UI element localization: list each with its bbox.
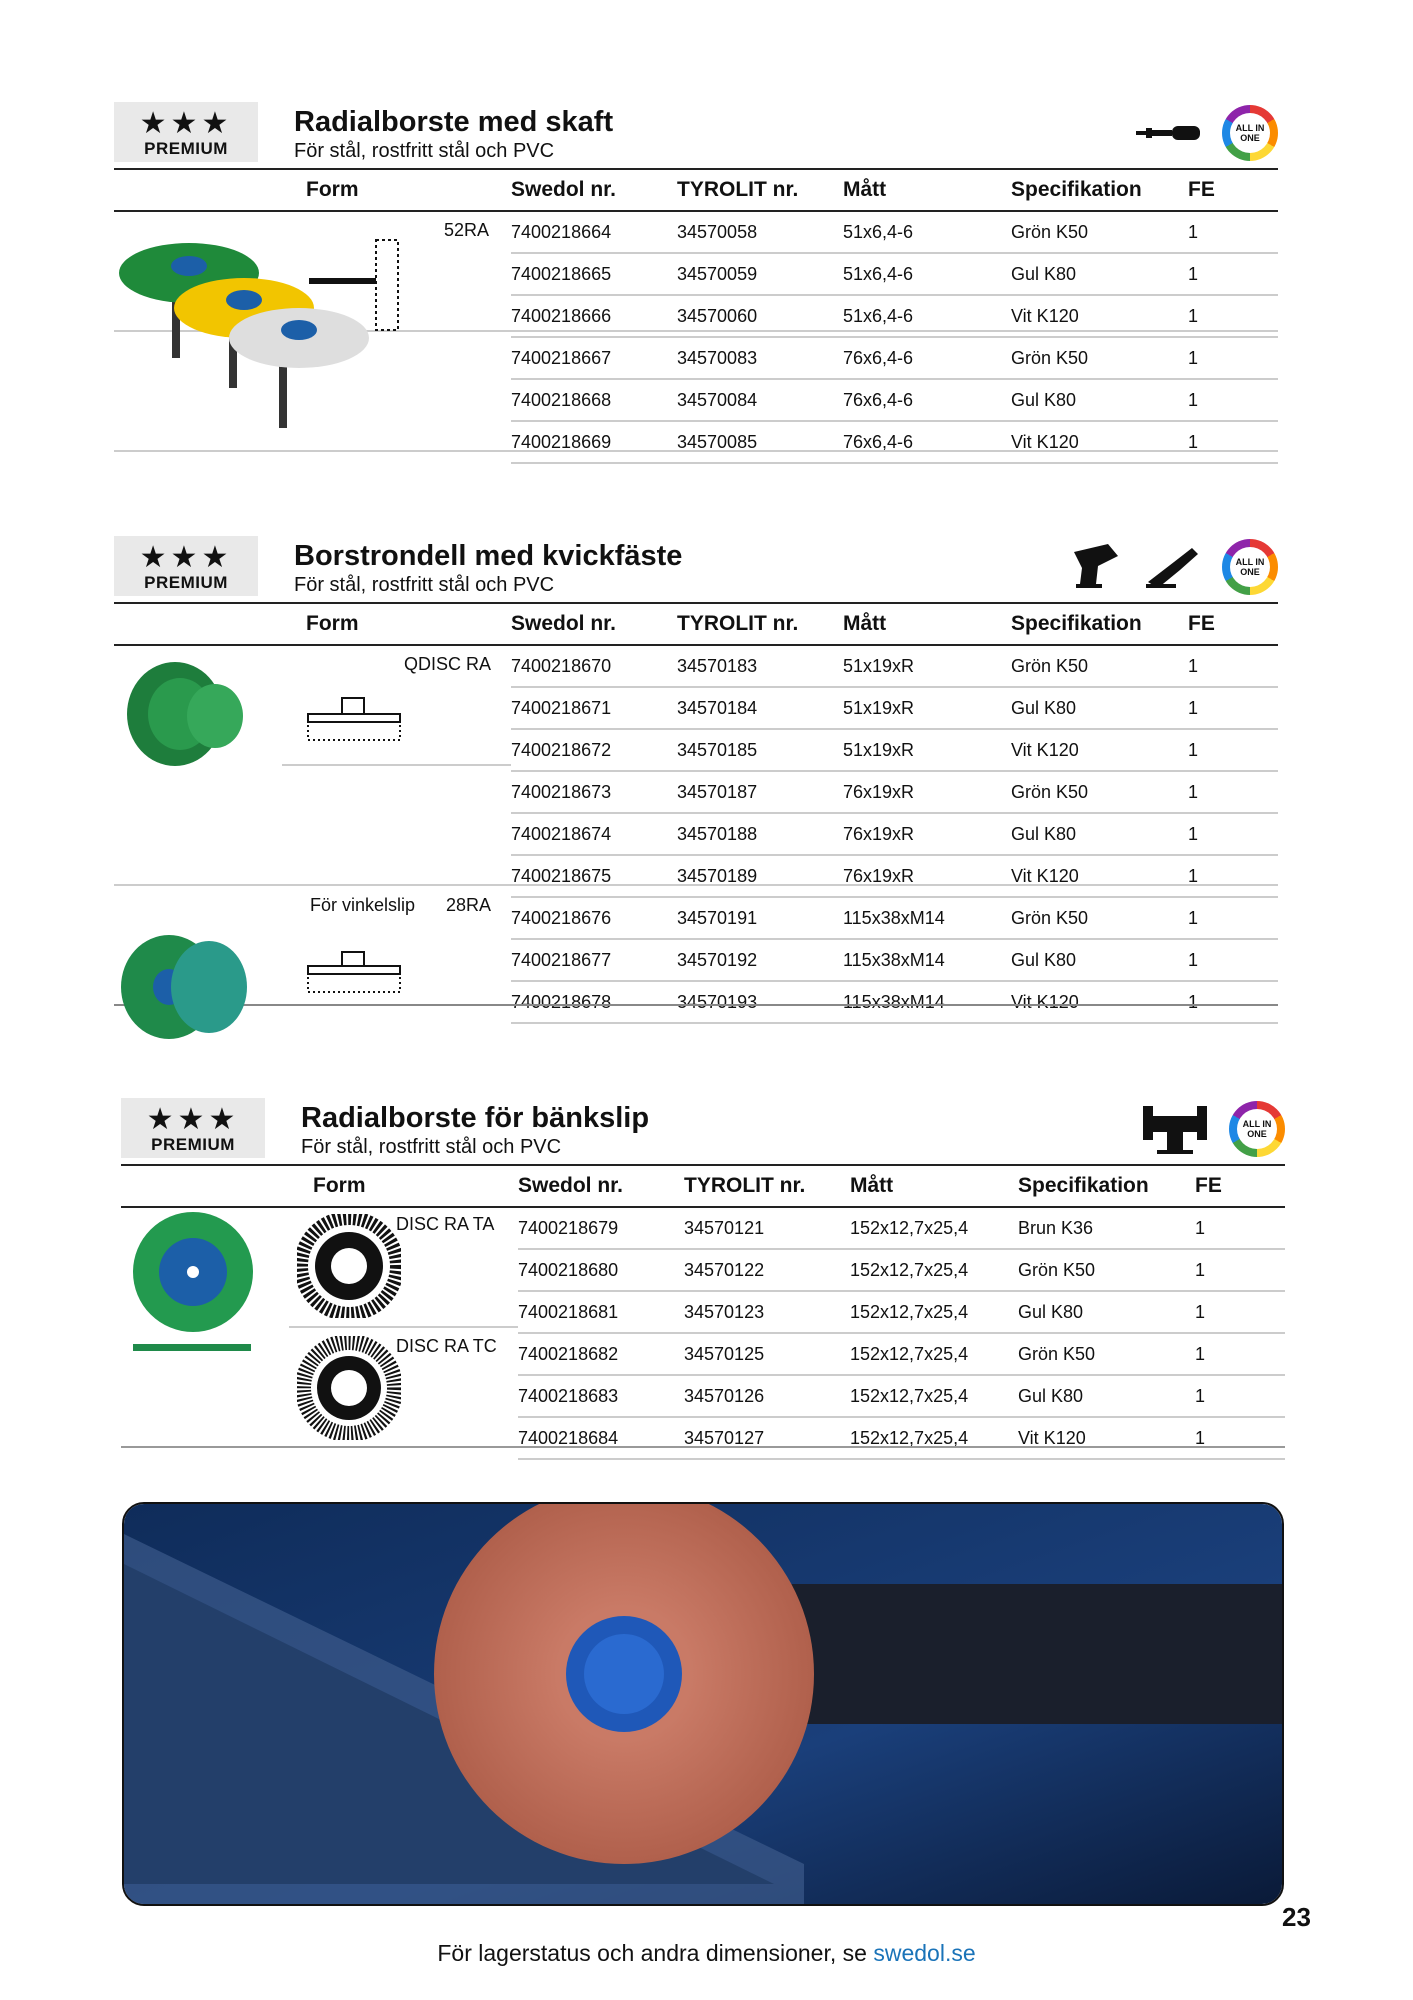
col-fe: FE: [1195, 1174, 1222, 1197]
table-cell: Gul K80: [1011, 698, 1077, 718]
table-cell: 1: [1188, 656, 1199, 676]
table-row: [511, 212, 1278, 254]
table-cell: 34570191: [677, 908, 758, 928]
table-cell: 152x12,7x25,4: [850, 1344, 969, 1364]
table-cell: Gul K80: [1011, 824, 1077, 844]
table-cell: 1: [1188, 306, 1199, 326]
table-cell: Gul K80: [1018, 1302, 1084, 1322]
col-fe: FE: [1188, 178, 1215, 201]
all-in-one-icon: ALL IN ONE: [1229, 1101, 1285, 1157]
table-cell: 1: [1188, 432, 1199, 452]
col-form: Form: [313, 1174, 366, 1197]
air-sander-icon: [1068, 542, 1122, 592]
table-cell: Gul K80: [1011, 390, 1077, 410]
col-tyrolit: TYROLIT nr.: [677, 178, 799, 201]
table-cell: Grön K50: [1011, 656, 1089, 676]
col-swedol: Swedol nr.: [511, 612, 617, 635]
table-cell: 34570083: [677, 348, 758, 368]
table-cell: 34570085: [677, 432, 758, 452]
col-tyrolit: TYROLIT nr.: [684, 1174, 806, 1197]
table-cell: 34570187: [677, 782, 758, 802]
section-title: Radialborste för bänkslip: [301, 1102, 650, 1134]
col-spec: Specifikation: [1018, 1174, 1149, 1197]
all-in-one-icon: ALL IN ONE: [1222, 539, 1278, 595]
premium-badge: [114, 536, 258, 596]
table-cell: 34570193: [677, 992, 758, 1012]
table-cell: 152x12,7x25,4: [850, 1302, 969, 1322]
bench-grinder-icon: [1143, 1102, 1207, 1156]
table-cell: 34570126: [684, 1386, 765, 1406]
table-cell: Vit K120: [1018, 1428, 1086, 1448]
table-cell: 34570185: [677, 740, 758, 760]
table-row: [518, 1376, 1285, 1418]
table-cell: 76x19xR: [843, 866, 915, 886]
table-cell: Grön K50: [1011, 782, 1089, 802]
form-label-disc-ra-tc: DISC RA TC: [396, 1336, 497, 1356]
table-cell: 7400218678: [511, 992, 612, 1012]
table-cell: 34570123: [684, 1302, 765, 1322]
table-cell: Grön K50: [1011, 908, 1089, 928]
table-cell: 115x38xM14: [843, 908, 945, 928]
table-cell: 51x19xR: [843, 656, 915, 676]
table-cell: 7400218684: [518, 1428, 619, 1448]
col-matt: Mått: [850, 1174, 894, 1197]
table-cell: 7400218669: [511, 432, 612, 452]
col-spec: Specifikation: [1011, 612, 1142, 635]
footer: [0, 1940, 1413, 1967]
table-cell: 1: [1188, 992, 1199, 1012]
table-cell: 34570084: [677, 390, 758, 410]
premium-label: PREMIUM: [144, 139, 228, 158]
table-cell: 7400218673: [511, 782, 612, 802]
table-cell: 7400218672: [511, 740, 612, 760]
table-row: [511, 646, 1278, 688]
table-cell: 76x6,4-6: [843, 432, 914, 452]
col-form: Form: [306, 612, 359, 635]
page-number: 23: [1282, 1902, 1311, 1932]
stars-icon: ★★★: [139, 541, 233, 574]
qdisc-profile-icon: [304, 694, 404, 746]
col-fe: FE: [1188, 612, 1215, 635]
table-cell: 152x12,7x25,4: [850, 1260, 969, 1280]
table-cell: 1: [1188, 950, 1199, 970]
table-cell: 1: [1195, 1344, 1206, 1364]
table-row: [511, 254, 1278, 296]
table-cell: Grön K50: [1011, 348, 1089, 368]
table-cell: 7400218675: [511, 866, 612, 886]
all-in-one-icon: ALL IN ONE: [1222, 105, 1278, 161]
product-table: [114, 168, 1278, 464]
table-cell: 1: [1188, 740, 1199, 760]
col-form: Form: [306, 178, 359, 201]
table-cell: 7400218664: [511, 222, 612, 242]
table-cell: 7400218668: [511, 390, 612, 410]
table-cell: 34570127: [684, 1428, 765, 1448]
table-row: [518, 1292, 1285, 1334]
table-cell: 152x12,7x25,4: [850, 1386, 969, 1406]
table-cell: 76x19xR: [843, 824, 915, 844]
table-row: [511, 982, 1278, 1024]
table-cell: Grön K50: [1011, 222, 1089, 242]
28ra-profile-icon: [304, 950, 404, 998]
table-cell: 1: [1188, 264, 1199, 284]
table-cell: 34570122: [684, 1260, 765, 1280]
table-cell: Grön K50: [1018, 1344, 1096, 1364]
premium-label: PREMIUM: [151, 1135, 235, 1154]
table-cell: Vit K120: [1011, 866, 1079, 886]
table-cell: Vit K120: [1011, 432, 1079, 452]
col-matt: Mått: [843, 612, 887, 635]
angle-grinder-icon: [1144, 542, 1200, 592]
table-cell: 76x19xR: [843, 782, 915, 802]
table-body: [114, 646, 1278, 1024]
product-table: [114, 602, 1278, 1024]
table-cell: 51x19xR: [843, 698, 915, 718]
table-header: [114, 168, 1278, 212]
die-grinder-icon: [1136, 123, 1200, 143]
col-tyrolit: TYROLIT nr.: [677, 612, 799, 635]
col-swedol: Swedol nr.: [511, 178, 617, 201]
table-header: [114, 602, 1278, 646]
table-cell: Grön K50: [1018, 1260, 1096, 1280]
table-cell: 7400218681: [518, 1302, 619, 1322]
table-row: [518, 1208, 1285, 1250]
bench-brush-image: [131, 1212, 261, 1362]
table-cell: 51x6,4-6: [843, 306, 914, 326]
table-cell: Vit K120: [1011, 740, 1079, 760]
table-cell: 51x6,4-6: [843, 222, 914, 242]
stars-icon: ★★★: [139, 107, 233, 140]
table-row: [511, 814, 1278, 856]
stars-icon: ★★★: [146, 1103, 240, 1136]
table-cell: 7400218665: [511, 264, 612, 284]
section-subtitle: För stål, rostfritt stål och PVC: [294, 574, 555, 596]
tool-icons: [1136, 102, 1278, 164]
table-cell: 1: [1188, 908, 1199, 928]
table-cell: 152x12,7x25,4: [850, 1428, 969, 1448]
form-label: 52RA: [444, 220, 490, 240]
table-cell: 34570125: [684, 1344, 765, 1364]
table-cell: 1: [1195, 1386, 1206, 1406]
tool-icons: [1143, 1098, 1285, 1160]
table-cell: 34570060: [677, 306, 758, 326]
table-cell: 34570189: [677, 866, 758, 886]
table-cell: Brun K36: [1018, 1218, 1094, 1238]
form-label-disc-ra-ta: DISC RA TA: [396, 1214, 495, 1234]
table-cell: 7400218666: [511, 306, 612, 326]
tool-icons: [1068, 536, 1278, 598]
disc-ra-tc-profile-icon: [297, 1336, 401, 1440]
table-cell: 34570184: [677, 698, 758, 718]
table-cell: 76x6,4-6: [843, 390, 914, 410]
table-cell: 152x12,7x25,4: [850, 1218, 969, 1238]
table-cell: Gul K80: [1011, 950, 1077, 970]
angle-grinder-brush-image: [114, 932, 254, 1052]
table-cell: 1: [1188, 698, 1199, 718]
table-cell: 7400218676: [511, 908, 612, 928]
table-cell: 34570058: [677, 222, 758, 242]
section-subtitle: För stål, rostfritt stål och PVC: [294, 140, 555, 162]
table-cell: 1: [1195, 1218, 1206, 1238]
divider: [114, 884, 1278, 886]
table-header: [121, 1164, 1285, 1208]
table-row: [511, 898, 1278, 940]
table-cell: Gul K80: [1018, 1386, 1084, 1406]
product-table: [121, 1164, 1285, 1460]
premium-label: PREMIUM: [144, 573, 228, 592]
table-cell: Vit K120: [1011, 306, 1079, 326]
form-label-28ra: 28RA: [446, 895, 492, 915]
table-row: [518, 1334, 1285, 1376]
table-cell: 1: [1188, 782, 1199, 802]
table-cell: 115x38xM14: [843, 992, 945, 1012]
col-matt: Mått: [843, 178, 887, 201]
table-cell: 1: [1188, 866, 1199, 886]
table-cell: 7400218683: [518, 1386, 619, 1406]
table-cell: 1: [1188, 222, 1199, 242]
table-row: [511, 772, 1278, 814]
table-cell: 1: [1195, 1302, 1206, 1322]
table-cell: Gul K80: [1011, 264, 1077, 284]
table-cell: 7400218674: [511, 824, 612, 844]
form-label-qdisc: QDISC RA: [404, 654, 492, 674]
radial-brush-in-use-image: [124, 1504, 1282, 1904]
table-row: [511, 856, 1278, 898]
table-cell: 1: [1195, 1428, 1206, 1448]
table-cell: 1: [1188, 390, 1199, 410]
table-cell: Vit K120: [1011, 992, 1079, 1012]
table-cell: 1: [1188, 348, 1199, 368]
table-cell: 7400218667: [511, 348, 612, 368]
swedol-link[interactable]: swedol.se: [873, 1940, 976, 1966]
table-cell: 1: [1195, 1260, 1206, 1280]
col-swedol: Swedol nr.: [518, 1174, 624, 1197]
table-cell: 34570183: [677, 656, 758, 676]
premium-badge: [121, 1098, 265, 1158]
table-cell: 115x38xM14: [843, 950, 945, 970]
table-row: [518, 1250, 1285, 1292]
table-cell: 34570192: [677, 950, 758, 970]
disc-ra-ta-profile-icon: [297, 1214, 401, 1318]
table-cell: 7400218671: [511, 698, 612, 718]
premium-badge: [114, 102, 258, 162]
divider: [114, 1004, 1278, 1006]
table-cell: 7400218680: [518, 1260, 619, 1280]
divider: [121, 1446, 1285, 1448]
table-cell: 51x6,4-6: [843, 264, 914, 284]
table-row: [518, 1418, 1285, 1460]
form-label-vinkelslip: För vinkelslip: [310, 895, 416, 915]
table-cell: 1: [1188, 824, 1199, 844]
divider: [282, 764, 511, 766]
section-title: Radialborste med skaft: [294, 106, 614, 138]
qdisc-brush-image: [120, 654, 260, 774]
radial-brush-stack-image: [114, 218, 414, 438]
table-row: [511, 688, 1278, 730]
table-cell: 7400218670: [511, 656, 612, 676]
table-row: [511, 422, 1278, 464]
table-cell: 51x19xR: [843, 740, 915, 760]
table-row: [511, 940, 1278, 982]
table-cell: 34570059: [677, 264, 758, 284]
product-photo: [122, 1502, 1284, 1906]
footer-text: För lagerstatus och andra dimensioner, se: [437, 1940, 874, 1966]
section-subtitle: För stål, rostfritt stål och PVC: [301, 1136, 562, 1158]
table-body: [121, 1208, 1285, 1460]
table-row: [511, 380, 1278, 422]
table-cell: 7400218679: [518, 1218, 619, 1238]
table-row: [511, 338, 1278, 380]
col-spec: Specifikation: [1011, 178, 1142, 201]
table-cell: 7400218677: [511, 950, 612, 970]
table-cell: 34570121: [684, 1218, 765, 1238]
divider: [114, 450, 1278, 452]
table-row: [511, 730, 1278, 772]
table-cell: 34570188: [677, 824, 758, 844]
section-title: Borstrondell med kvickfäste: [294, 540, 683, 572]
table-cell: 7400218682: [518, 1344, 619, 1364]
table-cell: 76x6,4-6: [843, 348, 914, 368]
divider: [289, 1326, 518, 1328]
